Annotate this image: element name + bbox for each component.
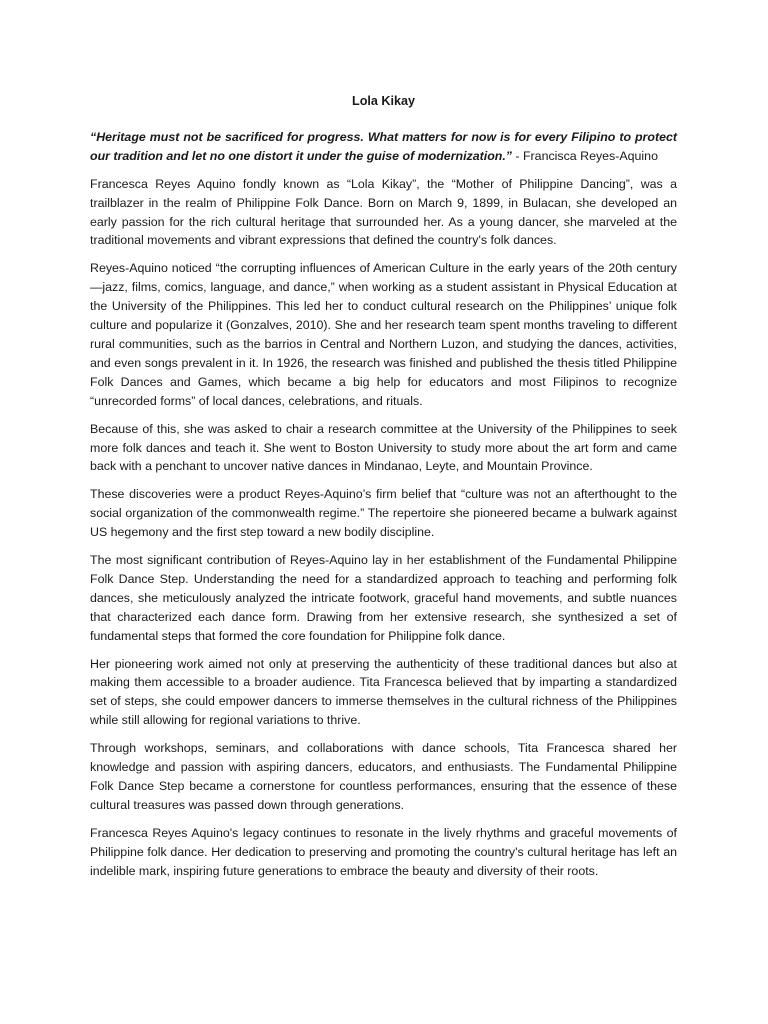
paragraph-legacy: Francesca Reyes Aquino's legacy continues to resonate in the lively rhythms and graceful movements of Philippine folk dance. Her dedication to preserving and promoting the country's cultural heritage has left an indelible mark, inspiring future generations to embrace the beauty and diversity of their roots. bbox=[90, 825, 677, 878]
document-title: Lola Kikay bbox=[352, 94, 415, 108]
paragraph-pioneering-work: Her pioneering work aimed not only at preserving the authenticity of these traditional dances but also at making them accessible to a broader audience. Tita Francesca believed that by imparting a standardized set of steps, she could empower dancers to immerse themselves in the cultural richness of the Philippines while still allowing for regional variations to thrive. bbox=[90, 656, 677, 728]
paragraph-research: Reyes-Aquino noticed “the corrupting influences of American Culture in the early years of the 20th century—jazz, films, comics, language, and dance,” when working as a student assistant in Physical Education at the University of the Philippines. This led her to conduct cultural research on the Philippines’ unique folk culture and popularize it (Gonzalves, 2010). She and her research team spent months traveling to different rural communities, such as the barrios in Central and Northern Luzon, and studying the dances, activities, and even songs prevalent in it. In 1926, the research was finished and published the thesis titled Philippine Folk Dances and Games, which became a big help for educators and most Filipinos to recognize “unrecorded forms” of local dances, celebrations, and rituals. bbox=[90, 261, 677, 408]
paragraph-discoveries: These discoveries were a product Reyes-Aquino’s firm belief that “culture was not an afterthought to the social organization of the commonwealth regime.” The repertoire she pioneered became a bulwark against US hegemony and the first step toward a new bodily discipline. bbox=[90, 487, 677, 540]
quote-attribution: - Francisca Reyes-Aquino bbox=[511, 148, 658, 163]
paragraph-workshops: Through workshops, seminars, and collaborations with dance schools, Tita Francesca shared her knowledge and passion with aspiring dancers, educators, and enthusiasts. The Fundamental Philippine Folk Dance Step became a cornerstone for countless performances, ensuring that the essence of these cultural treasures was passed down through generations. bbox=[90, 741, 677, 812]
paragraph-intro: Francesca Reyes Aquino fondly known as “Lola Kikay”, the “Mother of Philippine Dancing”, was a trailblazer in the realm of Philippine Folk Dance. Born on March 9, 1899, in Bulacan, she developed an early passion for the rich cultural heritage that surrounded her. As a young dancer, she marveled at the traditional movements and vibrant expressions that defined the country's folk dances. bbox=[90, 176, 677, 248]
document-page bbox=[90, 92, 677, 890]
paragraph-contribution: The most significant contribution of Reyes-Aquino lay in her establishment of the Fundamental Philippine Folk Dance Step. Understanding the need for a standardized approach to teaching and performing folk dances, she meticulously analyzed the intricate footwork, graceful hand movements, and subtle nuances that characterized each dance form. Drawing from her extensive research, she synthesized a set of fundamental steps that formed the core foundation for Philippine folk dance. bbox=[90, 553, 677, 643]
paragraph-committee: Because of this, she was asked to chair a research committee at the University of the Philippines to seek more folk dances and teach it. She went to Boston University to study more about the art form and came back with a penchant to uncover native dances in Mindanao, Leyte, and Mountain Province. bbox=[90, 421, 677, 474]
opening-quote bbox=[90, 128, 677, 166]
quote-text: “Heritage must not be sacrificed for progress. What matters for now is for every Filipino to protect our tradition and let no one distort it under the guise of modernization.” bbox=[90, 129, 677, 163]
